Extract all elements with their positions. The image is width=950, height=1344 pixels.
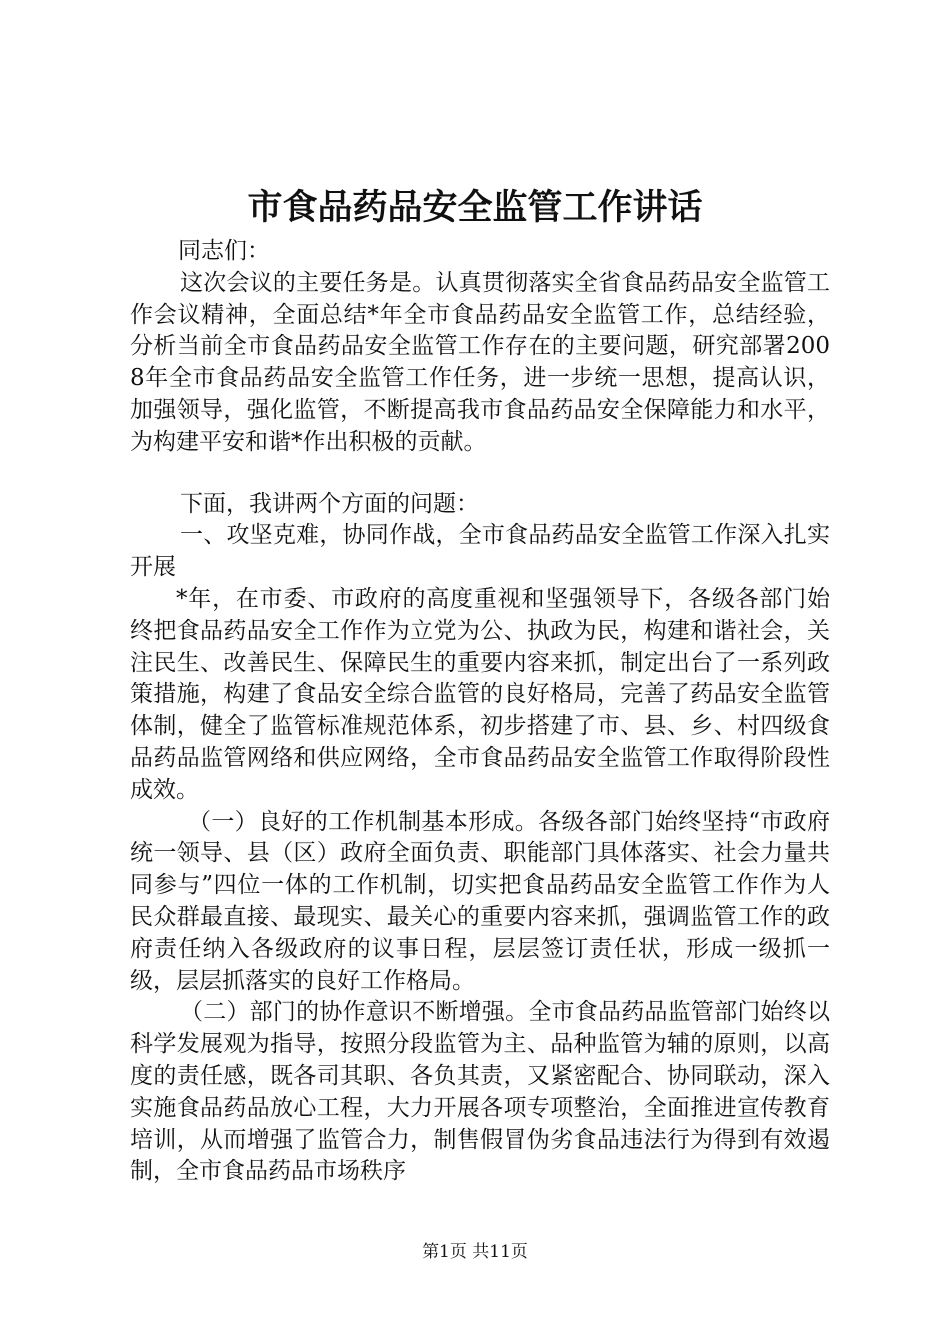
page-number-footer: 第1页 共11页 (422, 1242, 528, 1262)
paragraph-subsection-1: （一）良好的工作机制基本形成。各级各部门始终坚持“市政府统一领导、县（区）政府全面负责、职能部门具体落实、社会力量共同参与”四位一体的工作机制，切实把食品药品安全监管工作作为人民众群最直接、最现实、最关心的重要内容来抓，强调监管工作的政府责任纳入各级政府的议事日程，层层签订责任状，形成一级抓一级，层层抓落实的良好工作格局。 (130, 808, 830, 994)
paragraph-subsection-2: （二）部门的协作意识不断增强。全市食品药品监管部门始终以科学发展观为指导，按照分段监管为主、品种监管为辅的原则，以高度的责任感，既各司其职、各负其责，又紧密配合、协同联动，深入实施食品药品放心工程，大力开展各项专项整治，全面推进宣传教育培训，从而增强了监管合力，制售假冒伪劣食品违法行为得到有效遏制，全市食品药品市场秩序 (130, 999, 830, 1185)
document-title: 市食品药品安全监管工作讲话 (247, 187, 703, 228)
document-body (130, 236, 830, 1188)
paragraph-outline: 下面，我讲两个方面的问题： (180, 490, 479, 517)
salutation: 同志们： (178, 238, 270, 264)
paragraph-overview: *年，在市委、市政府的高度重视和坚强领导下，各级各部门始终把食品药品安全工作作为立党为公、执政为民，构建和谐社会，关注民生、改善民生、保障民生的重要内容来抓，制定出台了一系列政策措施，构建了食品安全综合监管的良好格局，完善了药品安全监管体制，健全了监管标准规范体系，初步搭建了市、县、乡、村四级食品药品监管网络和供应网络，全市食品药品安全监管工作取得阶段性成效。 (130, 585, 830, 803)
paragraph-intro: 这次会议的主要任务是。认真贯彻落实全省食品药品安全监管工作会议精神，全面总结*年全市食品药品安全监管工作，总结经验，分析当前全市食品药品安全监管工作存在的主要问题，研究部署2008年全市食品药品安全监管工作任务，进一步统一思想，提高认识，加强领导，强化监管，不断提高我市食品药品安全保障能力和水平，为构建平安和谐*作出积极的贡献。 (130, 269, 830, 455)
section-heading-1: 一、攻坚克难，协同作战，全市食品药品安全监管工作深入扎实开展 (130, 522, 830, 581)
